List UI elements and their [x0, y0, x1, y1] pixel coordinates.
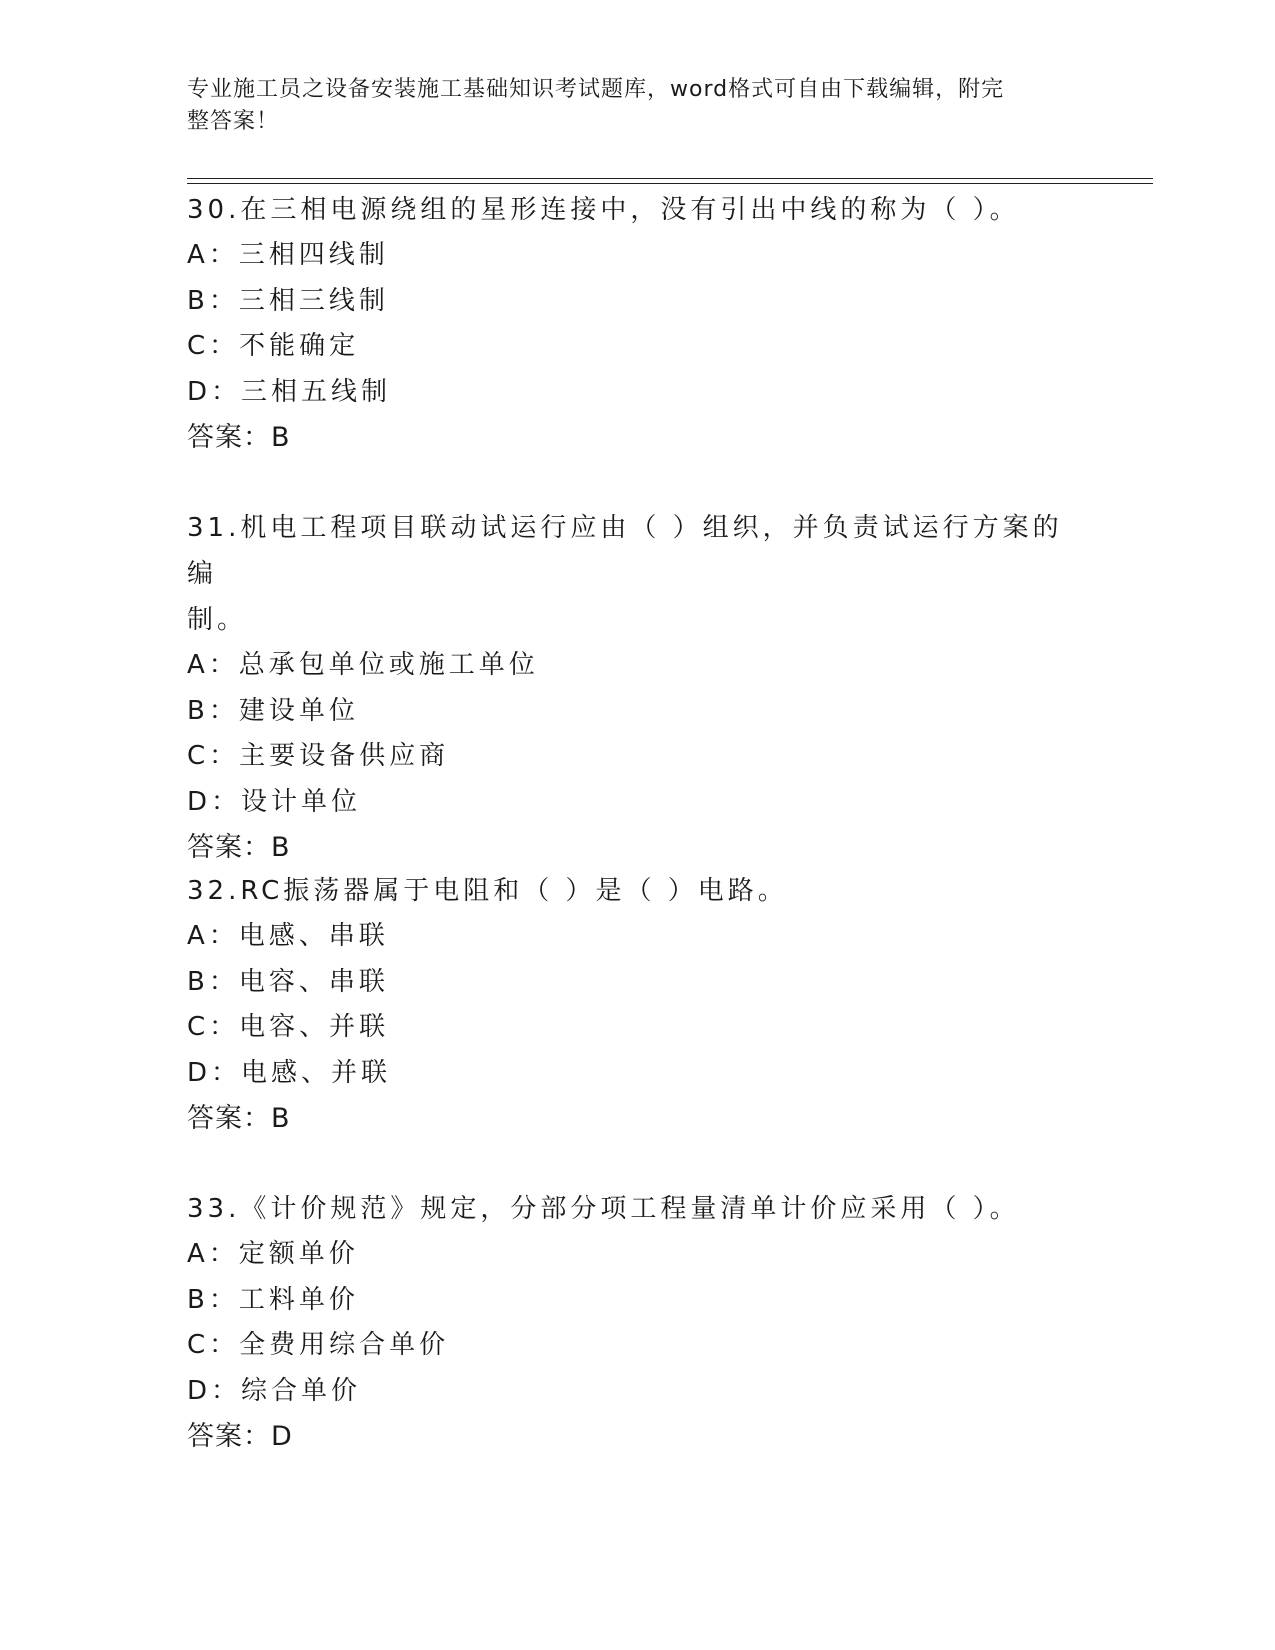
header-line-1: 专业施工员之设备安装施工基础知识考试题库，word格式可自由下载编辑，附完	[187, 77, 1005, 102]
answer-label: 答案：B	[187, 832, 291, 863]
answer-label: 答案：B	[187, 1103, 291, 1134]
question-33	[187, 1186, 1087, 1460]
header-divider-bottom	[187, 183, 1153, 184]
header-divider-top	[187, 178, 1153, 179]
question-32	[187, 868, 1087, 1142]
option-d: D：电感、并联	[187, 1057, 392, 1088]
option-d: D：三相五线制	[187, 376, 392, 407]
option-b: B：三相三线制	[187, 285, 389, 316]
question-stem-continued: 制。	[187, 605, 248, 635]
answer-label: 答案：D	[187, 1421, 293, 1452]
option-a: A：总承包单位或施工单位	[187, 650, 539, 680]
answer-label: 答案：B	[187, 422, 291, 453]
option-a: A：三相四线制	[187, 240, 389, 270]
option-b: B：工料单价	[187, 1284, 359, 1315]
question-30	[187, 187, 1087, 461]
document-header	[187, 74, 1067, 138]
option-b: B：电容、串联	[187, 966, 389, 997]
option-a: A：电感、串联	[187, 921, 389, 951]
option-d: D：设计单位	[187, 786, 362, 817]
question-stem: 30.在三相电源绕组的星形连接中，没有引出中线的称为（ ）。	[187, 195, 1020, 225]
question-31	[187, 505, 1087, 871]
question-stem: 31.机电工程项目联动试运行应由（ ）组织，并负责试运行方案的编	[187, 513, 1063, 589]
option-a: A：定额单价	[187, 1239, 359, 1269]
option-d: D：综合单价	[187, 1375, 362, 1406]
option-c: C：电容、并联	[187, 1012, 390, 1042]
question-stem: 33.《计价规范》规定，分部分项工程量清单计价应采用（ ）。	[187, 1194, 1020, 1224]
option-b: B：建设单位	[187, 695, 359, 726]
question-stem: 32.RC振荡器属于电阻和（ ）是（ ）电路。	[187, 876, 788, 906]
option-c: C：全费用综合单价	[187, 1330, 450, 1360]
header-line-2: 整答案！	[187, 109, 280, 134]
option-c: C：主要设备供应商	[187, 741, 450, 771]
option-c: C：不能确定	[187, 331, 360, 361]
